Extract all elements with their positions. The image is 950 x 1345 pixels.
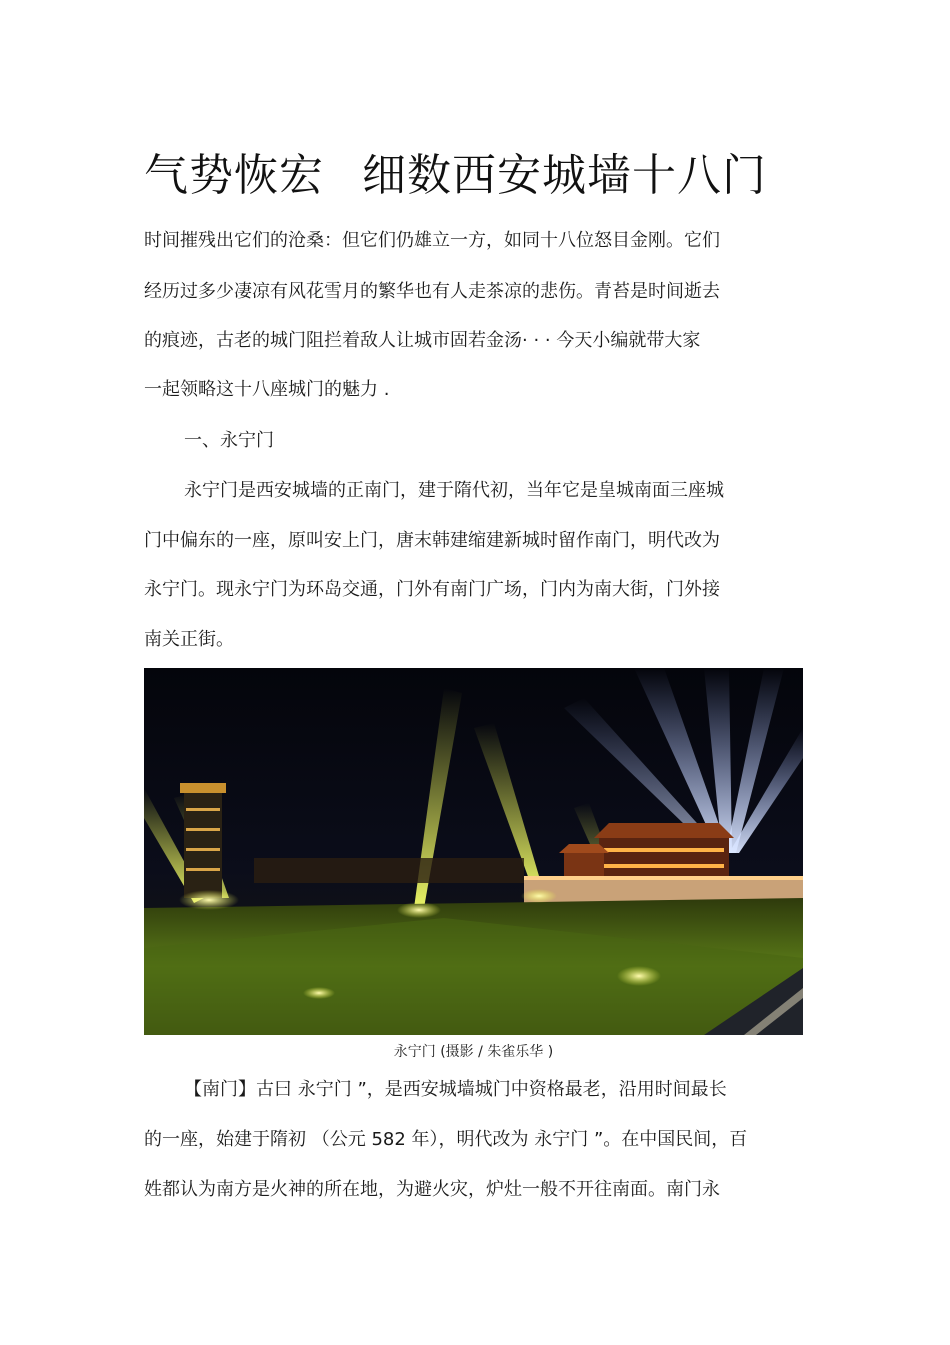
night-light-show-image xyxy=(144,668,803,1035)
photo-caption: 永宁门 (摄影 / 朱雀乐华 ) xyxy=(393,1044,554,1060)
title-part-2: 细数西安城墙十八门 xyxy=(362,150,767,201)
south-gate-line-2: 的一座，始建于隋初 （公元 582 年），明代改为 永宁门 ”。在中国民间，百 xyxy=(144,1129,748,1150)
intro-line-2: 经历过多少凄凉有风花雪月的繁华也有人走茶凉的悲伤。青苔是时间逝去 xyxy=(144,281,720,302)
title-part-1: 气势恢宏 xyxy=(144,150,324,201)
intro-line-4: 一起领略这十八座城门的魅力 . xyxy=(144,379,390,400)
intro-line-3: 的痕迹，古老的城门阻拦着敌人让城市固若金汤· · · 今天小编就带大家 xyxy=(144,330,701,351)
yongning-gate-photo xyxy=(144,668,803,1035)
intro-line-1: 时间摧残出它们的沧桑：但它们仍雄立一方，如同十八位怒目金刚。它们 xyxy=(144,230,720,251)
section-line-4: 南关正街。 xyxy=(144,629,234,650)
section-line-3: 永宁门。现永宁门为环岛交通，门外有南门广场，门内为南大街，门外接 xyxy=(144,579,720,600)
south-gate-line-1: 【南门】古曰 永宁门 ”，是西安城墙城门中资格最老，沿用时间最长 xyxy=(184,1079,727,1100)
south-gate-line-3: 姓都认为南方是火神的所在地，为避火灾，炉灶一般不开往南面。南门永 xyxy=(144,1179,720,1200)
section-line-2: 门中偏东的一座，原叫安上门，唐末韩建缩建新城时留作南门，明代改为 xyxy=(144,530,720,551)
article-title xyxy=(144,146,844,206)
section-line-1: 永宁门是西安城墙的正南门，建于隋代初，当年它是皇城南面三座城 xyxy=(184,480,724,501)
section-heading: 一、永宁门 xyxy=(184,430,274,451)
